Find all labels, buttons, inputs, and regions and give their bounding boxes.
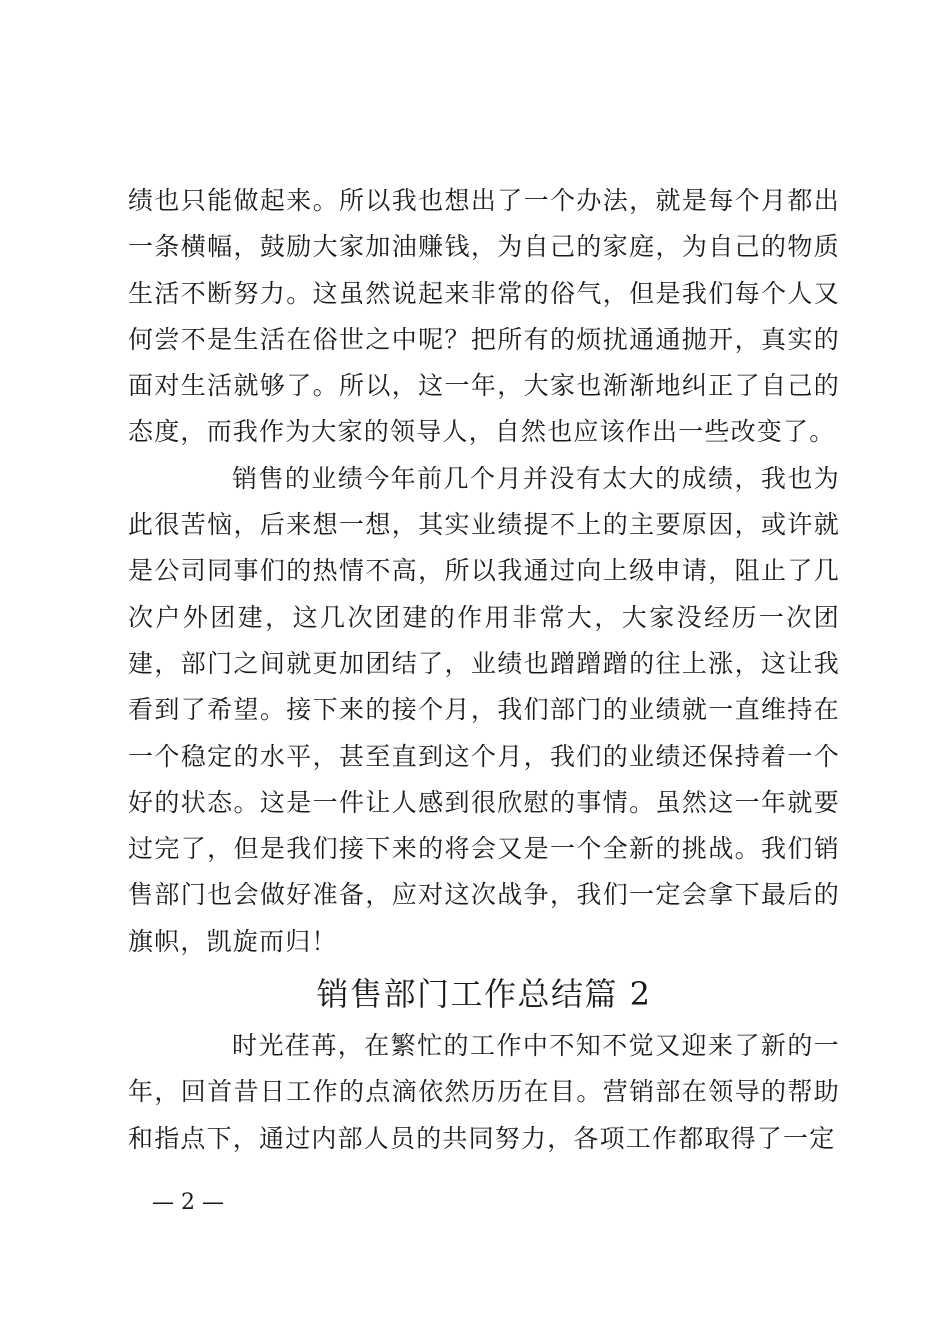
page-number: — 2 —: [152, 1190, 224, 1215]
document-body: [128, 178, 840, 1162]
section-heading: 销售部门工作总结篇 2: [316, 975, 652, 1014]
paragraph: 时光荏苒，在繁忙的工作中不知不觉又迎来了新的一年，回首昔日工作的点滴依然历历在目。营销部在领导的帮助和指点下，通过内部人员的共同努力，各项工作都取得了一定: [128, 1031, 840, 1153]
paragraph: 绩也只能做起来。所以我也想出了一个办法，就是每个月都出一条横幅，鼓励大家加油赚钱，为自己的家庭，为自己的物质生活不断努力。这虽然说起来非常的俗气，但是我们每个人又何尝不是生活在俗世之中呢？把所有的烦扰通通抛开，真实的面对生活就够了。所以，这一年，大家也渐渐地纠正了自己的态度，而我作为大家的领导人，自然也应该作出一些改变了。: [128, 186, 840, 447]
paragraph: 销售的业绩今年前几个月并没有太大的成绩，我也为此很苦恼，后来想一想，其实业绩提不上的主要原因，或许就是公司同事们的热情不高，所以我通过向上级申请，阻止了几次户外团建，这几次团建的作用非常大，大家没经历一次团建，部门之间就更加团结了，业绩也蹭蹭蹭的往上涨，这让我看到了希望。接下来的接个月，我们部门的业绩就一直维持在一个稳定的水平，甚至直到这个月，我们的业绩还保持着一个好的状态。这是一件让人感到很欣慰的事情。虽然这一年就要过完了，但是我们接下来的将会又是一个全新的挑战。我们销售部门也会做好准备，应对这次战争，我们一定会拿下最后的旗帜，凯旋而归！: [128, 463, 840, 956]
